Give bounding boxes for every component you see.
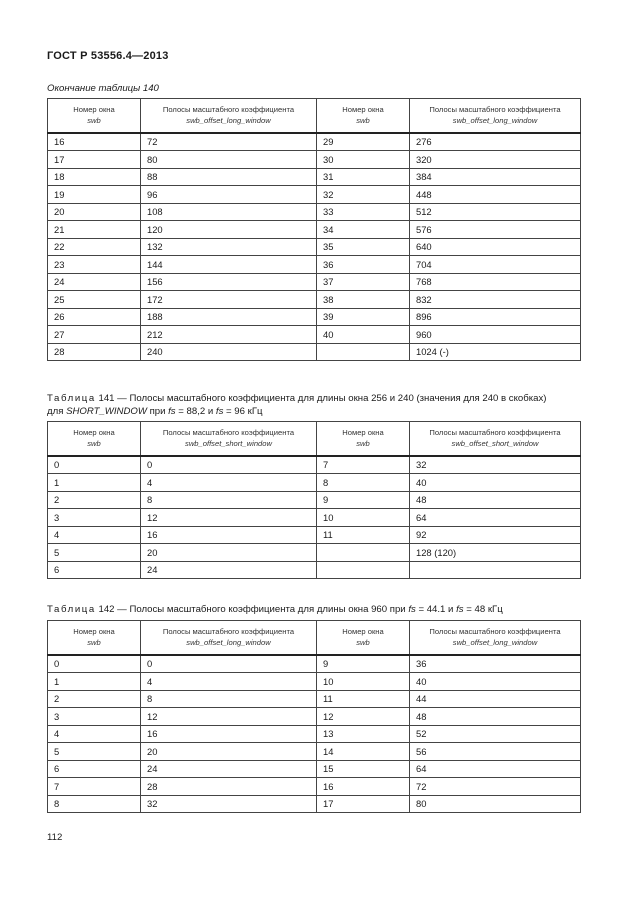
column-header-title: Номер окна xyxy=(73,627,115,637)
table-cell: 4 xyxy=(141,673,317,691)
table-cell: 12 xyxy=(141,708,317,726)
table-cell: 24 xyxy=(48,273,141,291)
caption-fs: fs xyxy=(168,406,176,417)
table-cell: 832 xyxy=(410,291,581,309)
table-row xyxy=(48,291,581,309)
table-141-caption xyxy=(47,392,546,418)
table-cell: 52 xyxy=(410,725,581,743)
table-cell: 40 xyxy=(410,673,581,691)
table-cell: 32 xyxy=(410,456,581,474)
table-cell: 768 xyxy=(410,273,581,291)
table-cell: 25 xyxy=(48,291,141,309)
caption-number: 141 xyxy=(98,393,115,404)
table-cell: 22 xyxy=(48,238,141,256)
table-row xyxy=(48,778,581,796)
table-row xyxy=(48,238,581,256)
table-row xyxy=(48,526,581,544)
table-cell: 9 xyxy=(317,491,410,509)
table-cell: 32 xyxy=(141,795,317,813)
table-cell: 1 xyxy=(48,474,141,492)
caption-window-name: SHORT_WINDOW xyxy=(66,406,147,417)
table-cell: 10 xyxy=(317,673,410,691)
column-header xyxy=(48,422,141,456)
table-cell: 188 xyxy=(141,308,317,326)
table-cell: 2 xyxy=(48,491,141,509)
table-cell: 48 xyxy=(410,708,581,726)
column-header-title: Номер окна xyxy=(342,627,384,637)
column-header-variable: swb xyxy=(356,116,370,126)
column-header-variable: swb xyxy=(87,439,101,449)
column-header-variable: swb xyxy=(87,116,101,126)
table-row xyxy=(48,474,581,492)
table-cell: 0 xyxy=(48,456,141,474)
caption-fs: fs xyxy=(215,406,224,417)
table-cell: 29 xyxy=(317,133,410,151)
table-cell: 896 xyxy=(410,308,581,326)
table-cell: 8 xyxy=(317,474,410,492)
table-cell: 39 xyxy=(317,308,410,326)
document-header: ГОСТ Р 53556.4—2013 xyxy=(47,50,169,62)
table-cell: 0 xyxy=(141,456,317,474)
table-cell: 18 xyxy=(48,168,141,186)
table-140-caption: Окончание таблицы 140 xyxy=(47,83,159,94)
table-cell: 27 xyxy=(48,326,141,344)
column-header-variable: swb xyxy=(356,638,370,648)
table-cell: 20 xyxy=(141,743,317,761)
table-row xyxy=(48,708,581,726)
table-cell: 120 xyxy=(141,221,317,239)
table-cell: 4 xyxy=(48,526,141,544)
column-header-variable: swb_offset_long_window xyxy=(452,638,538,648)
column-header xyxy=(410,621,581,655)
table-cell: 36 xyxy=(410,655,581,673)
table-cell: 44 xyxy=(410,690,581,708)
table-cell: 33 xyxy=(317,203,410,221)
column-header-title: Полосы масштабного коэффициента xyxy=(162,627,295,637)
table-cell: 11 xyxy=(317,690,410,708)
table-cell: 40 xyxy=(317,326,410,344)
table-cell: 156 xyxy=(141,273,317,291)
table-cell: 17 xyxy=(317,795,410,813)
table-row xyxy=(48,343,581,361)
table-140 xyxy=(47,98,581,361)
table-cell: 35 xyxy=(317,238,410,256)
table-141 xyxy=(47,421,581,579)
table-row xyxy=(48,743,581,761)
table-cell xyxy=(317,561,410,579)
table-cell: 8 xyxy=(141,690,317,708)
table-row xyxy=(48,491,581,509)
table-cell: 64 xyxy=(410,760,581,778)
column-header xyxy=(48,621,141,655)
table-cell: 8 xyxy=(48,795,141,813)
table-cell: 24 xyxy=(141,760,317,778)
column-header-variable: swb_offset_short_window xyxy=(451,439,539,449)
table-row xyxy=(48,186,581,204)
table-cell: 16 xyxy=(317,778,410,796)
caption-text: при xyxy=(146,406,169,417)
caption-text: для xyxy=(47,406,67,417)
table-cell: 6 xyxy=(48,561,141,579)
caption-text: = 88,2 и xyxy=(175,406,216,417)
table-cell: 4 xyxy=(141,474,317,492)
table-cell: 0 xyxy=(48,655,141,673)
table-cell: 960 xyxy=(410,326,581,344)
table-cell: 64 xyxy=(410,509,581,527)
caption-label: Таблица xyxy=(47,393,96,404)
table-cell: 640 xyxy=(410,238,581,256)
table-cell: 34 xyxy=(317,221,410,239)
table-row xyxy=(48,273,581,291)
column-header xyxy=(141,99,317,133)
column-header xyxy=(317,621,410,655)
caption-text: — Полосы масштабного коэффициента для длины окна 256 и 240 (значения для 240 в скобках) xyxy=(114,393,547,404)
caption-text: = 48 кГц xyxy=(463,604,503,615)
caption-number: 142 xyxy=(98,604,115,615)
table-cell: 576 xyxy=(410,221,581,239)
column-header-variable: swb xyxy=(356,439,370,449)
table-cell: 7 xyxy=(317,456,410,474)
table-cell: 15 xyxy=(317,760,410,778)
table-cell: 38 xyxy=(317,291,410,309)
table-cell: 17 xyxy=(48,151,141,169)
caption-fs: fs xyxy=(456,604,464,615)
table-cell: 28 xyxy=(141,778,317,796)
table-cell: 5 xyxy=(48,544,141,562)
caption-text: = 44.1 и xyxy=(415,604,457,615)
table-header-row xyxy=(48,621,581,655)
column-header xyxy=(317,99,410,133)
table-cell: 7 xyxy=(48,778,141,796)
table-cell: 0 xyxy=(141,655,317,673)
column-header xyxy=(317,422,410,456)
table-cell: 276 xyxy=(410,133,581,151)
table-cell: 11 xyxy=(317,526,410,544)
table-cell: 12 xyxy=(317,708,410,726)
table-cell: 23 xyxy=(48,256,141,274)
table-cell: 512 xyxy=(410,203,581,221)
table-row xyxy=(48,509,581,527)
column-header xyxy=(410,99,581,133)
caption-label: Таблица xyxy=(47,604,96,615)
table-row xyxy=(48,760,581,778)
column-header-title: Номер окна xyxy=(342,428,384,438)
table-row xyxy=(48,655,581,673)
table-cell: 1 xyxy=(48,673,141,691)
column-header-variable: swb_offset_long_window xyxy=(452,116,538,126)
table-cell: 72 xyxy=(410,778,581,796)
table-cell: 30 xyxy=(317,151,410,169)
table-cell: 20 xyxy=(48,203,141,221)
table-row xyxy=(48,133,581,151)
table-cell: 704 xyxy=(410,256,581,274)
table-row xyxy=(48,168,581,186)
caption-text: — Полосы масштабного коэффициента для длины окна 960 при xyxy=(114,604,409,615)
table-cell: 108 xyxy=(141,203,317,221)
column-header xyxy=(410,422,581,456)
column-header-variable: swb_offset_long_window xyxy=(186,116,271,126)
table-row xyxy=(48,151,581,169)
table-cell: 48 xyxy=(410,491,581,509)
table-cell: 32 xyxy=(317,186,410,204)
column-header xyxy=(141,422,317,456)
table-row xyxy=(48,326,581,344)
column-header xyxy=(48,99,141,133)
column-header xyxy=(141,621,317,655)
table-row xyxy=(48,673,581,691)
table-cell: 80 xyxy=(141,151,317,169)
table-cell: 132 xyxy=(141,238,317,256)
table-cell: 1024 (-) xyxy=(410,343,581,361)
table-cell: 26 xyxy=(48,308,141,326)
table-header-row xyxy=(48,422,581,456)
caption-text: = 96 кГц xyxy=(223,406,263,417)
table-row xyxy=(48,256,581,274)
table-cell: 28 xyxy=(48,343,141,361)
table-row xyxy=(48,221,581,239)
column-header-title: Полосы масштабного коэффициента xyxy=(429,105,561,115)
table-cell: 14 xyxy=(317,743,410,761)
table-cell: 172 xyxy=(141,291,317,309)
table-cell: 37 xyxy=(317,273,410,291)
table-row xyxy=(48,544,581,562)
table-cell xyxy=(317,544,410,562)
table-cell xyxy=(410,561,581,579)
table-row xyxy=(48,725,581,743)
table-cell: 36 xyxy=(317,256,410,274)
table-cell: 240 xyxy=(141,343,317,361)
table-cell: 448 xyxy=(410,186,581,204)
table-cell: 16 xyxy=(141,526,317,544)
column-header-title: Номер окна xyxy=(342,105,384,115)
column-header-title: Полосы масштабного коэффициента xyxy=(429,428,561,438)
table-cell: 20 xyxy=(141,544,317,562)
column-header-title: Полосы масштабного коэффициента xyxy=(162,428,295,438)
table-cell: 3 xyxy=(48,509,141,527)
table-cell: 212 xyxy=(141,326,317,344)
table-cell: 16 xyxy=(48,133,141,151)
table-cell: 72 xyxy=(141,133,317,151)
table-cell: 96 xyxy=(141,186,317,204)
table-row xyxy=(48,690,581,708)
table-cell: 144 xyxy=(141,256,317,274)
table-cell: 92 xyxy=(410,526,581,544)
table-cell: 3 xyxy=(48,708,141,726)
column-header-variable: swb xyxy=(87,638,101,648)
table-cell: 2 xyxy=(48,690,141,708)
table-cell: 320 xyxy=(410,151,581,169)
table-row xyxy=(48,456,581,474)
column-header-title: Полосы масштабного коэффициента xyxy=(162,105,295,115)
table-cell: 384 xyxy=(410,168,581,186)
column-header-variable: swb_offset_long_window xyxy=(186,638,271,648)
column-header-variable: swb_offset_short_window xyxy=(185,439,272,449)
table-row xyxy=(48,795,581,813)
column-header-title: Полосы масштабного коэффициента xyxy=(429,627,561,637)
column-header-title: Номер окна xyxy=(73,105,115,115)
table-cell: 80 xyxy=(410,795,581,813)
table-cell: 12 xyxy=(141,509,317,527)
table-142 xyxy=(47,620,581,813)
table-cell: 16 xyxy=(141,725,317,743)
table-142-caption xyxy=(47,603,503,616)
table-row xyxy=(48,308,581,326)
table-cell xyxy=(317,343,410,361)
table-cell: 6 xyxy=(48,760,141,778)
table-cell: 9 xyxy=(317,655,410,673)
table-cell: 4 xyxy=(48,725,141,743)
table-cell: 21 xyxy=(48,221,141,239)
table-row xyxy=(48,561,581,579)
table-cell: 31 xyxy=(317,168,410,186)
column-header-title: Номер окна xyxy=(73,428,115,438)
table-cell: 56 xyxy=(410,743,581,761)
table-cell: 88 xyxy=(141,168,317,186)
table-cell: 10 xyxy=(317,509,410,527)
table-cell: 5 xyxy=(48,743,141,761)
table-cell: 8 xyxy=(141,491,317,509)
table-cell: 13 xyxy=(317,725,410,743)
page-number: 112 xyxy=(47,832,63,843)
table-cell: 24 xyxy=(141,561,317,579)
caption-fs: fs xyxy=(408,604,416,615)
table-cell: 128 (120) xyxy=(410,544,581,562)
table-cell: 19 xyxy=(48,186,141,204)
table-header-row xyxy=(48,99,581,133)
table-row xyxy=(48,203,581,221)
table-cell: 40 xyxy=(410,474,581,492)
